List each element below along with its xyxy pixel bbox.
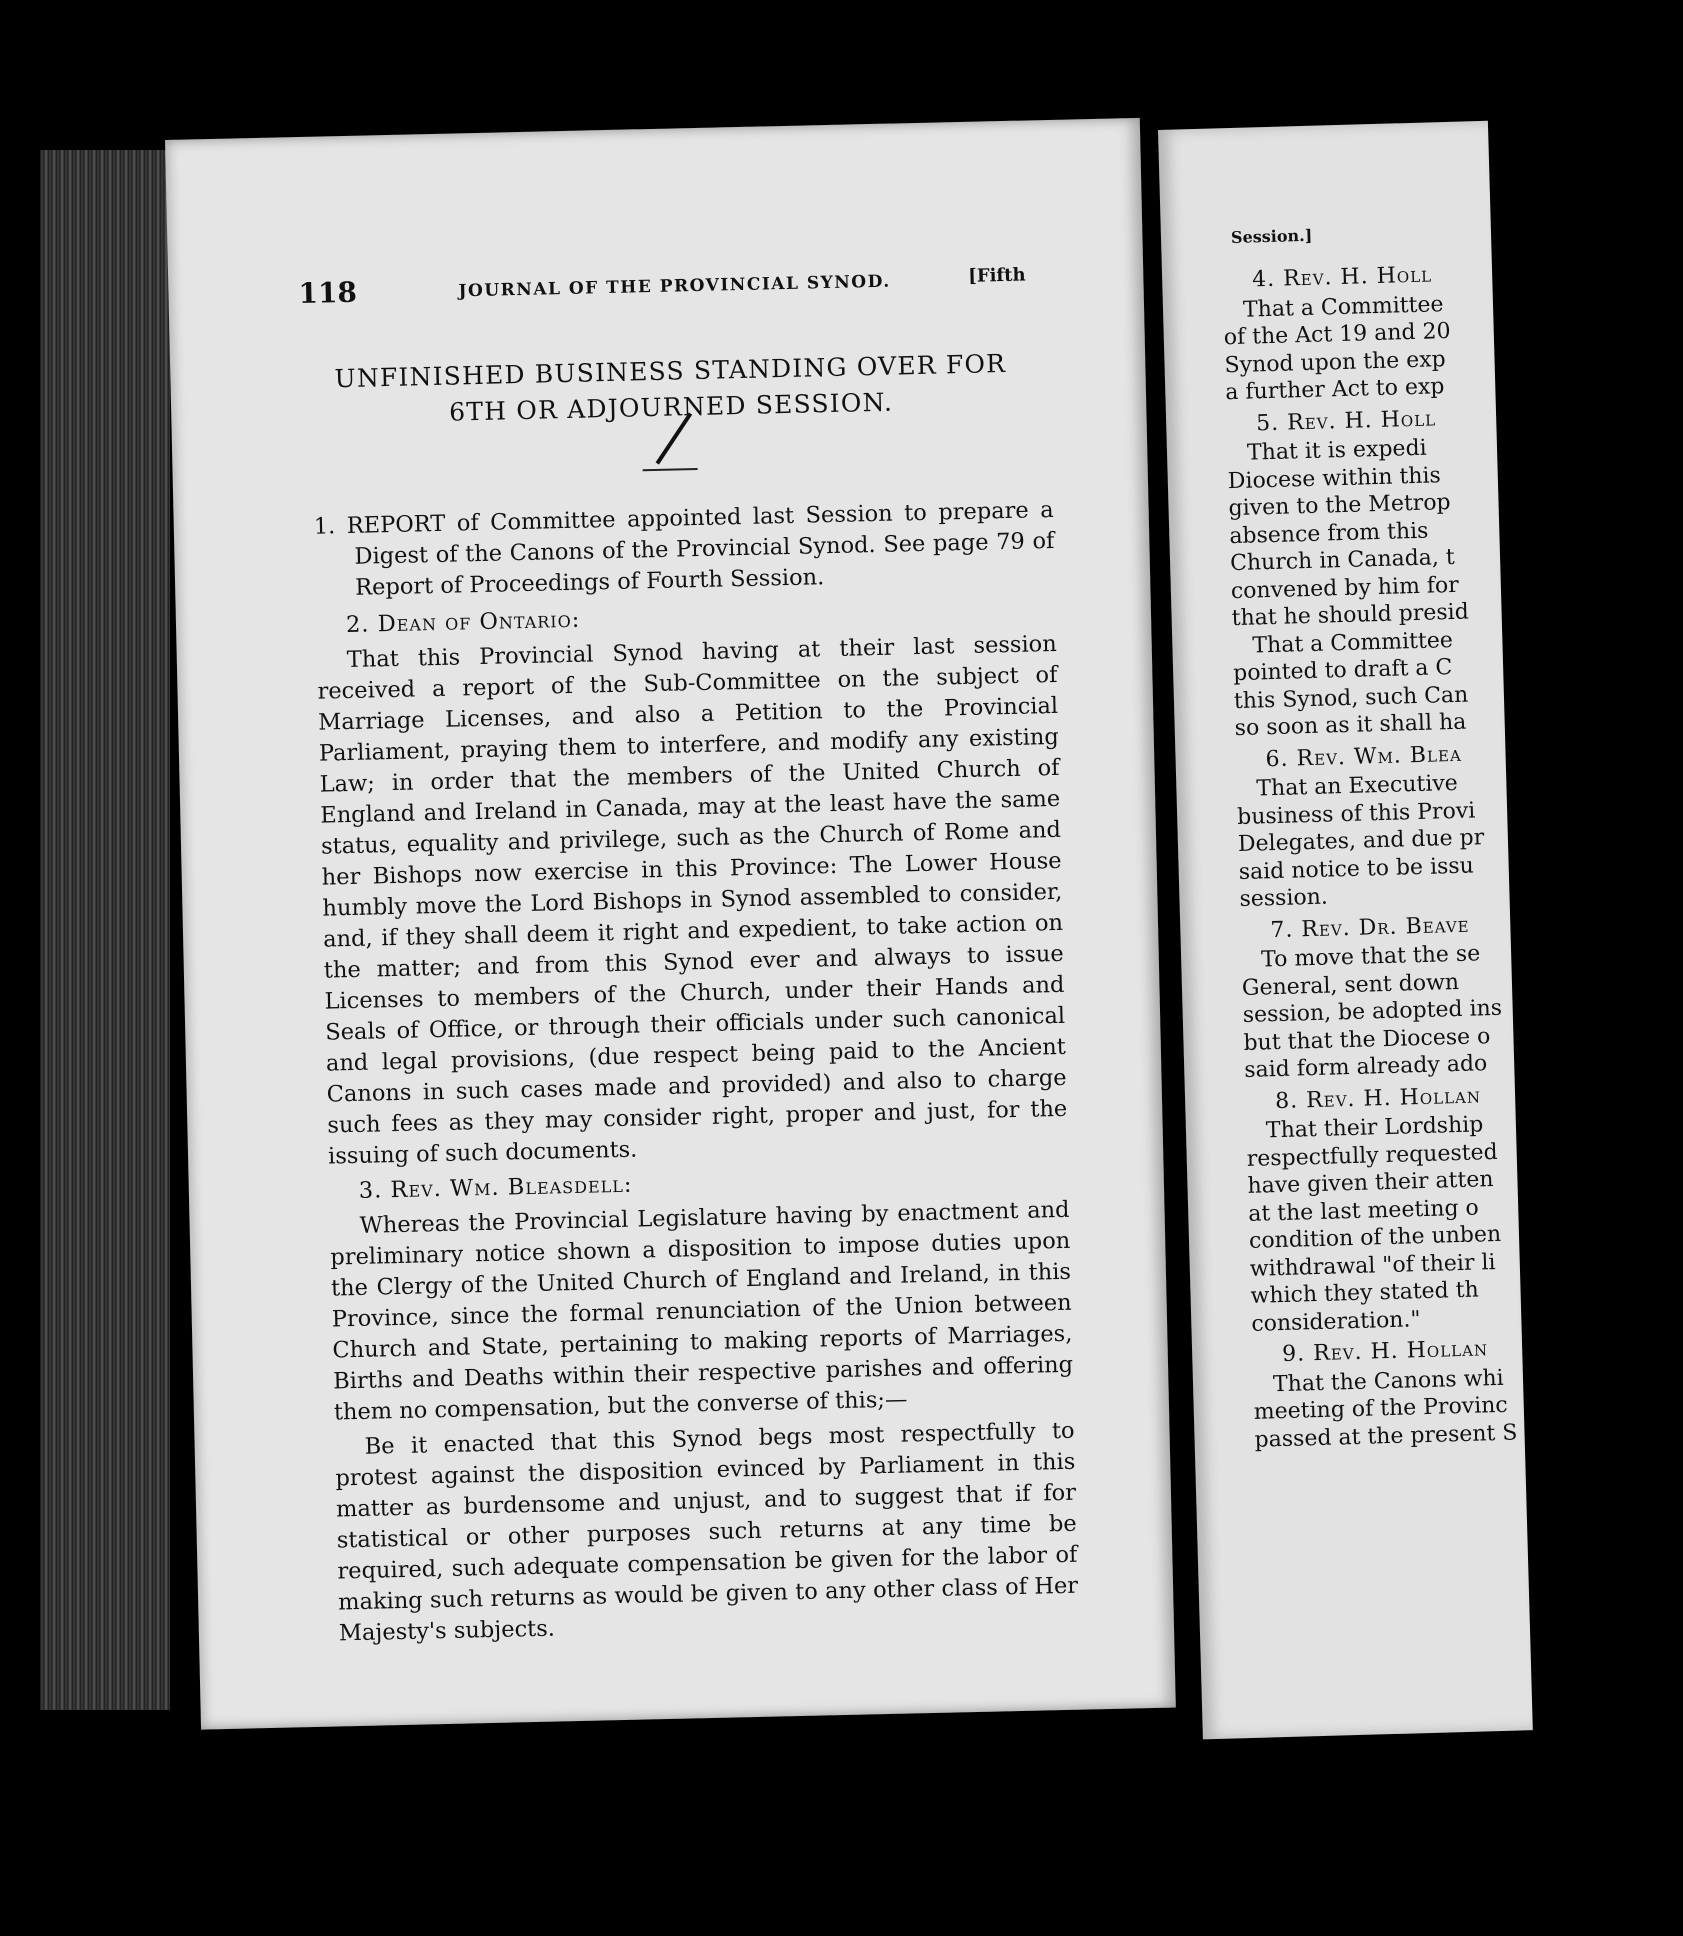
right-page-line: To move that the se — [1260, 941, 1481, 973]
right-page-line: Delegates, and due pr — [1237, 825, 1485, 858]
item-3-mover: 3. Rev. Wm. Bleasdell: — [358, 1171, 633, 1204]
right-page-line: Synod upon the exp — [1224, 346, 1447, 378]
right-page-line: of the Act 19 and 20 — [1223, 318, 1451, 351]
right-page-line: 7. Rev. Dr. Beave — [1270, 912, 1470, 943]
right-page-line: that he should presid — [1231, 599, 1470, 632]
right-page-line: said form already ado — [1243, 1051, 1488, 1083]
right-page-line: 8. Rev. H. Hollan — [1274, 1082, 1482, 1114]
right-page-line: 6. Rev. Wm. Blea — [1265, 741, 1463, 772]
running-head — [298, 260, 1069, 317]
right-page-line: said notice to be issu — [1238, 852, 1475, 885]
journal-title: JOURNAL OF THE PROVINCIAL SYNOD. — [458, 271, 891, 302]
heading-line-2: 6TH OR ADJOURNED SESSION. — [448, 387, 894, 427]
right-page-line: passed at the present S — [1254, 1419, 1518, 1453]
right-page-line: Church in Canada, t — [1229, 544, 1456, 577]
right-page-text — [1222, 252, 1675, 1454]
right-page-line: That a Committee — [1242, 291, 1444, 323]
right-page-line: consideration." — [1251, 1306, 1421, 1337]
page-number: 118 — [298, 275, 358, 311]
right-page-line: a further Act to exp — [1225, 374, 1445, 406]
right-page-line: That a Committee — [1252, 627, 1454, 659]
right-page-line: convened by him for — [1230, 572, 1460, 604]
right-page-line: That an Executive — [1256, 770, 1459, 802]
right-page-line: That their Lordship — [1265, 1112, 1484, 1144]
right-page-line: respectfully requested — [1246, 1139, 1498, 1172]
session-marker: [Fifth — [968, 264, 1026, 287]
right-page-line: absence from this — [1229, 518, 1429, 549]
item-1-text: REPORT of Committee appointed last Session to prepare a Digest of the Canons of the Provincial Synod. See page 79 of Report of Proceedings of Fourth Session. — [346, 496, 1055, 601]
right-page-line: which they stated th — [1250, 1277, 1480, 1309]
body-text — [313, 495, 1079, 1653]
right-page-line: so soon as it shall ha — [1234, 709, 1467, 742]
item-1 — [313, 495, 1055, 605]
right-page-line: 4. Rev. H. Holl — [1251, 262, 1433, 293]
heading-rule — [643, 468, 698, 471]
section-heading — [330, 346, 1011, 433]
item-3-paragraph-2: Be it enacted that this Synod begs most respectfully to protest against the disposition evinced by Parliament in this matter as burdensome and unjust, and to suggest that if for statistical or other purposes such returns at any time be required, such adequate compensation be given for the labor of making such returns as would be given to any other class of Her Majesty's subjects. — [335, 1417, 1079, 1647]
right-page — [1158, 121, 1533, 1740]
right-page-line: session. — [1239, 884, 1329, 913]
heading-line-1: UNFINISHED BUSINESS STANDING OVER FOR — [334, 348, 1007, 394]
right-page-line: withdrawal "of their li — [1249, 1249, 1496, 1282]
item-3-paragraph-1: Whereas the Provincial Legislature having by enactment and preliminary notice shown a disposition to impose duties upon the Clergy of the United Church of England and Ireland, in this Province, since the formal renunciation of the Union between Church and State, pertaining to making reports of Marriages, Births and Deaths within their respective parishes and offering them no compensation, but the converse of this;— — [330, 1196, 1074, 1426]
right-page-line: meeting of the Provinc — [1253, 1392, 1509, 1425]
right-page-line: session, be adopted ins — [1242, 995, 1503, 1028]
right-page-line: pointed to draft a C — [1232, 654, 1453, 687]
item-2-mover: 2. Dean of Ontario: — [345, 606, 581, 639]
right-page-line: at the last meeting o — [1247, 1194, 1480, 1227]
right-page-line: General, sent down — [1241, 969, 1460, 1001]
right-page-line: given to the Metrop — [1228, 489, 1451, 522]
right-page-line: this Synod, such Can — [1233, 682, 1469, 714]
right-page-line: business of this Provi — [1236, 797, 1476, 830]
right-page-line: That it is expedi — [1246, 435, 1427, 466]
right-page-line: but that the Diocese o — [1243, 1023, 1491, 1056]
right-page-line: Diocese within this — [1227, 462, 1442, 494]
item-2-text: That this Provincial Synod having at their last session received a report of the Sub-Committee on the subject of Marriage Licenses, and also a Petition to the Provincial Parliament, praying them to interfere, and modify any existing Law; in order that the members of the United Church of England and Ireland in Canada, may at the least have the same status, equality and privilege, such as the Church of Rome and her Bishops now exercise in this Province: The Lower House humbly move the Lord Bishops in Synod assembled to consider, and, if they shall deem it right and expedient, to take action on the matter; and from this Synod ever and always to issue Licenses to members of the Church, under their Hands and Seals of Office, or through their officials under such canonical and legal provisions, (due respect being paid to the Ancient Canons in such cases made and provided) and also to charge such fees as they may consider right, proper and just, for the issuing of such documents. — [317, 630, 1068, 1170]
right-page-line: 5. Rev. H. Holl — [1255, 405, 1437, 436]
right-page-line: That the Canons whi — [1272, 1365, 1504, 1397]
right-page-line: have given their atten — [1247, 1167, 1494, 1199]
right-page-line: condition of the unben — [1248, 1221, 1502, 1254]
right-page-line: 9. Rev. H. Hollan — [1281, 1336, 1489, 1368]
item-1-number: 1. — [313, 513, 336, 540]
book-binding-edge — [40, 150, 170, 1710]
right-running-head: Session.] — [1230, 225, 1313, 247]
left-page — [165, 118, 1176, 1730]
